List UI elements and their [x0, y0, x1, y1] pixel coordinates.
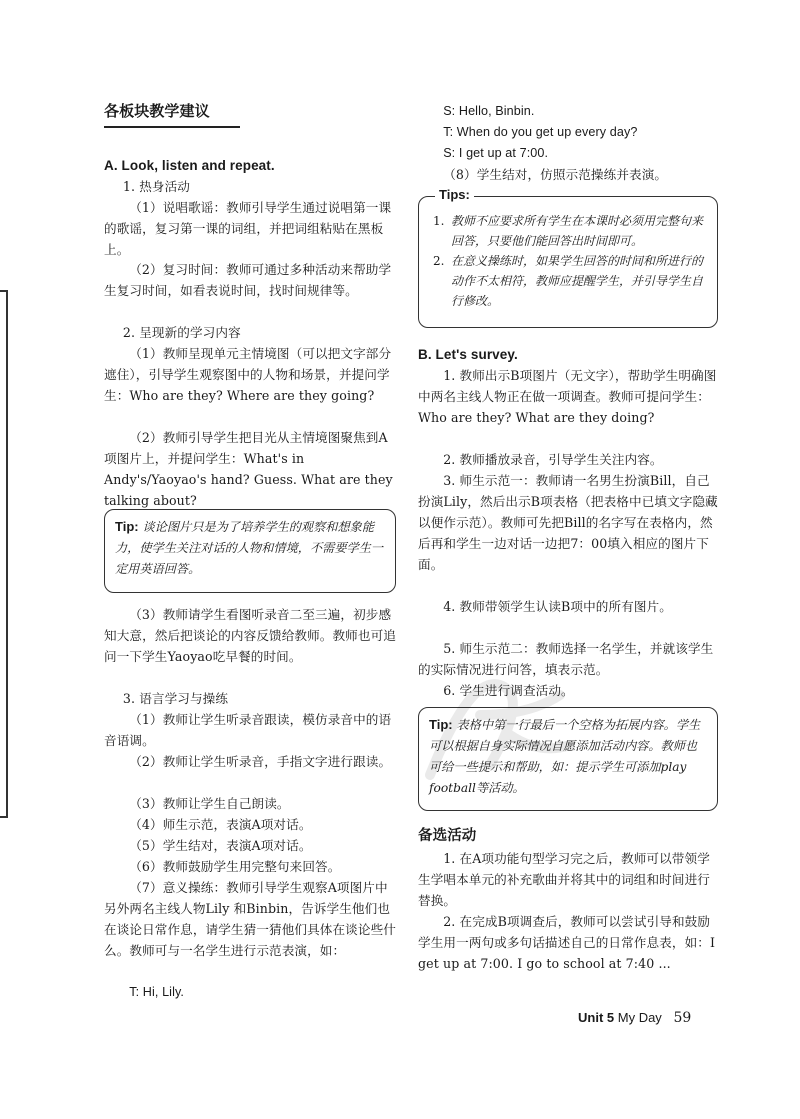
tip-body: 谈论图片只是为了培养学生的观察和想象能力，使学生关注对话的人物和情境，不需要学生一定用英语回答。: [115, 520, 384, 576]
tip-item: [429, 251, 707, 311]
watermark-graphic: [410, 655, 580, 805]
tip-text: 在意义操练时，如果学生回答的时间和所进行的动作不太相符，教师应提醒学生，并引导学生自行修改。: [451, 254, 704, 308]
tips-box: [418, 187, 718, 328]
paragraph: （6）教师鼓励学生用完整句来回答。: [129, 859, 341, 874]
tip-body: 表格中第一行最后一个空格为拓展内容。学生可以根据自身实际情况自愿添加活动内容。教师也可给一些提示和帮助，如：提示学生可添加play football等活动。: [429, 718, 701, 795]
paragraph: 1. 教师出示B项图片（无文字），帮助学生明确图中两名主线人物正在做一项调查。教师可提问学生：Who are they? What are they doing?: [418, 368, 717, 425]
paragraph: （1）说唱歌谣：教师引导学生通过说唱第一课的歌谣，复习第一课的词组，并把词组粘贴在黑板上。: [104, 200, 392, 257]
paragraph: 5. 师生示范二：教师选择一名学生，并就该学生的实际情况进行问答，填表示范。: [418, 641, 714, 677]
tip-text: [115, 516, 385, 580]
paragraph: （1）教师让学生听录音跟读，模仿录音中的语音语调。: [104, 712, 392, 748]
paragraph: （2）教师让学生听录音，手指文字进行跟读。: [129, 754, 392, 769]
paragraph: 6. 学生进行调查活动。: [443, 683, 574, 698]
paragraph: 2. 教师播放录音，引导学生关注内容。: [443, 452, 663, 467]
paragraph: （8）学生结对，仿照示范操练并表演。: [443, 167, 668, 182]
dialogue-line: S: I get up at 7:00.: [443, 146, 549, 160]
footer-unit: Unit 5: [578, 1010, 615, 1025]
section-a-heading: A. Look, listen and repeat.: [104, 158, 275, 173]
page-footer: [578, 1010, 691, 1026]
paragraph: （3）教师让学生自己朗读。: [129, 796, 290, 811]
tip-label: Tip:: [115, 519, 139, 534]
footer-unit-title: My Day: [617, 1010, 662, 1025]
dialogue-line: S: Hello, Binbin.: [443, 104, 535, 118]
dialogue-line: T: When do you get up every day?: [443, 125, 638, 139]
tip-item: [429, 211, 707, 251]
paragraph: 1. 在A项功能句型学习完之后，教师可以带领学生学唱本单元的补充歌曲并将其中的词组和时间进行替换。: [418, 851, 710, 908]
paragraph: （2）教师引导学生把目光从主情境图聚焦到A项图片上，并提问学生：What's in Andy's/Yaoyao's hand? Guess. What are they talking about?: [104, 430, 393, 508]
tip-label: Tip:: [429, 717, 453, 732]
step-3-heading: 3. 语言学习与操练: [122, 691, 229, 706]
paragraph: 3. 师生示范一：教师请一名男生扮演Bill，自己扮演Lily，然后出示B项表格（把表格中已填文字隐藏以便作示范）。教师可先把Bill的名字写在表格内，然后再和学生一边对话一边把7：00填入相应的图片下面。: [418, 473, 718, 572]
tip-box: [104, 509, 396, 593]
paragraph: （2）复习时间：教师可通过多种活动来帮助学生复习时间，如看表说时间，找时间规律等。: [104, 262, 392, 298]
paragraph: （1）教师呈现单元主情境图（可以把文字部分遮住），引导学生观察图中的人物和场景，并提问学生：Who are they? Where are they going?: [104, 346, 392, 403]
paragraph: 4. 教师带领学生认读B项中的所有图片。: [443, 599, 672, 614]
title-rule: [104, 126, 240, 128]
paragraph: （4）师生示范，表演A项对话。: [129, 817, 312, 832]
tip-number: 2.: [433, 254, 445, 268]
paragraph: （3）教师请学生看图听录音二至三遍，初步感知大意，然后把谈论的内容反馈给教师。教师也可追问一下学生Yaoyao吃早餐的时间。: [104, 607, 396, 664]
step-2-heading: 2. 呈现新的学习内容: [122, 325, 241, 340]
step-1-heading: 1. 热身活动: [122, 179, 190, 194]
margin-bracket: [0, 290, 8, 818]
paragraph: （5）学生结对，表演A项对话。: [129, 838, 312, 853]
section-title: 各板块教学建议: [104, 102, 210, 120]
alternative-activities-title: 备选活动: [418, 828, 477, 844]
page-number: 59: [673, 1010, 692, 1026]
paragraph: 2. 在完成B项调查后，教师可以尝试引导和鼓励学生用一两句或多句话描述自己的日常作息表，如：I get up at 7:00. I go to school at 7:40 ...: [418, 914, 716, 971]
tip-text: 教师不应要求所有学生在本课时必须用完整句来回答，只要他们能回答出时间即可。: [451, 214, 704, 248]
paragraph: （7）意义操练：教师引导学生观察A项图片中另外两名主线人物Lily 和Binbin，告诉学生他们也在谈论日常作息，请学生猜一猜他们具体在谈论些什么。教师可与一名学生进行示范表演，如：: [104, 880, 396, 958]
tips-label: Tips:: [435, 187, 474, 202]
dialogue-line: T: Hi, Lily.: [129, 985, 185, 999]
section-b-heading: B. Let's survey.: [418, 347, 518, 362]
tip-number: 1.: [433, 214, 445, 228]
